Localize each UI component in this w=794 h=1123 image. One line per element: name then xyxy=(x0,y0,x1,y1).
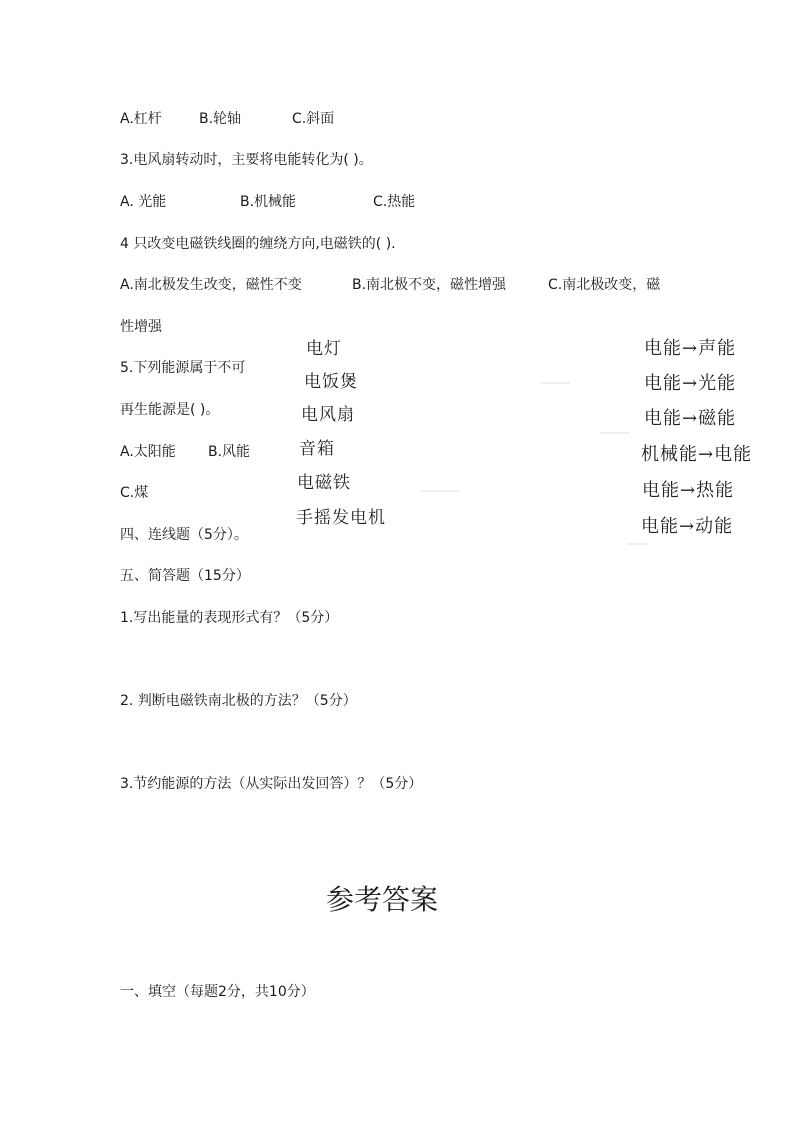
matching-left-item: 电磁铁 xyxy=(297,473,351,493)
matching-left-item: 音箱 xyxy=(299,439,335,459)
short-answer-1: 1.写出能量的表现形式有？（5分） xyxy=(120,610,339,626)
q4-option-a: A.南北极发生改变，磁性不变 xyxy=(120,277,302,293)
matching-right-item: 机械能→电能 xyxy=(641,444,753,465)
matching-right-item: 电能→热能 xyxy=(642,480,735,501)
answer-section1-heading: 一、填空（每题2分，共10分） xyxy=(120,984,315,1000)
matching-right-item: 电能→声能 xyxy=(644,338,737,359)
matching-right-item: 电能→光能 xyxy=(644,373,737,394)
scan-smudge xyxy=(420,490,460,492)
short-answer-2: 2. 判断电磁铁南北极的方法？（5分） xyxy=(120,693,357,709)
short-answer-3: 3.节约能源的方法（从实际出发回答）？（5分） xyxy=(120,776,423,792)
matching-left-item: 电饭煲 xyxy=(304,372,358,392)
scan-smudge xyxy=(600,432,630,434)
q5-option-b: B.风能 xyxy=(208,444,251,460)
q4-text: 4 只改变电磁铁线圈的缠绕方向,电磁铁的( ). xyxy=(120,236,396,252)
q4-option-c: C.南北极改变，磁 xyxy=(548,277,661,293)
scan-smudge xyxy=(628,543,648,545)
q3-option-b: B.机械能 xyxy=(240,194,297,210)
answer-key-title: 参考答案 xyxy=(326,883,439,916)
section5-heading: 五、简答题（15分） xyxy=(120,568,250,584)
q5-option-a: A.太阳能 xyxy=(120,444,176,460)
scan-smudge xyxy=(540,382,570,384)
q4-option-b: B.南北极不变，磁性增强 xyxy=(352,277,507,293)
q2-option-c: C.斜面 xyxy=(292,111,335,127)
matching-left-item: 手摇发电机 xyxy=(296,508,386,528)
q2-option-b: B.轮轴 xyxy=(199,111,242,127)
q2-option-a: A.杠杆 xyxy=(120,111,162,127)
q5-text-line2: 再生能源是( )。 xyxy=(120,402,220,418)
matching-left-item: 电风扇 xyxy=(301,405,355,425)
q3-option-a: A. 光能 xyxy=(120,194,167,210)
q4-option-c-continued: 性增强 xyxy=(120,319,162,335)
matching-right-item: 电能→磁能 xyxy=(644,408,737,429)
matching-left-item: 电灯 xyxy=(306,339,342,359)
q3-option-c: C.热能 xyxy=(373,194,416,210)
q3-text: 3.电风扇转动时，主要将电能转化为( )。 xyxy=(120,152,373,168)
section4-heading: 四、连线题（5分）。 xyxy=(120,527,248,543)
matching-right-item: 电能→动能 xyxy=(641,516,734,537)
q5-option-c: C.煤 xyxy=(120,485,149,501)
q5-text-line1: 5.下列能源属于不可 xyxy=(120,360,246,376)
